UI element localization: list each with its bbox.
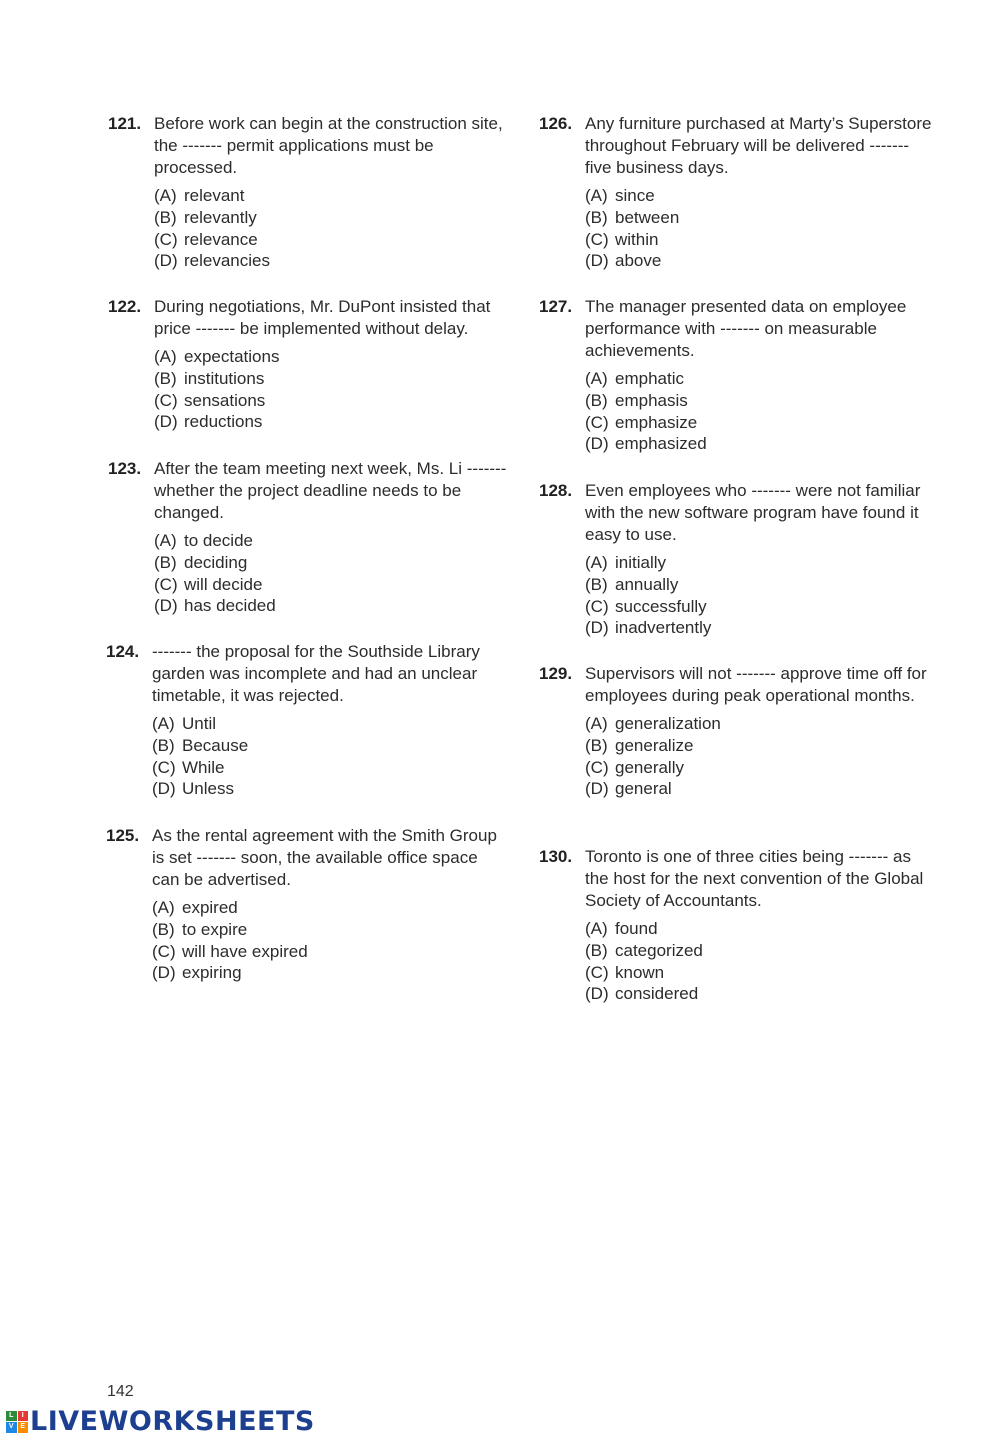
option-letter: (D) — [152, 779, 176, 799]
option-letter: (D) — [585, 779, 609, 799]
question-number: 128. — [539, 481, 573, 500]
option-text: to decide — [184, 531, 253, 550]
answer-option[interactable] — [152, 962, 506, 984]
answer-option[interactable] — [585, 207, 939, 229]
option-text: to expire — [182, 919, 248, 939]
question-text: After the team meeting next week, Ms. Li ------- whether the project deadline needs to be changed. — [154, 459, 507, 522]
answer-options — [585, 552, 939, 639]
option-text: initially — [615, 553, 667, 572]
answer-option[interactable] — [585, 596, 939, 618]
option-letter: (C) — [152, 941, 176, 961]
option-text: above — [615, 251, 662, 271]
option-letter: (A) — [154, 347, 177, 366]
answer-option[interactable] — [154, 207, 508, 229]
answer-option[interactable] — [152, 919, 506, 941]
question-text: ------- the proposal for the Southside Library garden was incomplete and had an unclear timetable, it was rejected. — [152, 642, 480, 705]
option-text: Until — [182, 714, 217, 733]
answer-option[interactable] — [585, 574, 939, 596]
answer-option[interactable] — [585, 552, 939, 574]
option-letter: (A) — [585, 714, 608, 733]
option-text: generally — [615, 757, 684, 777]
option-letter: (D) — [152, 963, 176, 983]
answer-option[interactable] — [585, 433, 939, 455]
answer-option[interactable] — [154, 346, 508, 368]
answer-options — [585, 713, 939, 800]
answer-option[interactable] — [585, 940, 939, 962]
option-text: expired — [182, 898, 238, 917]
answer-option[interactable] — [585, 918, 939, 940]
option-text: categorized — [615, 940, 703, 960]
option-text: will decide — [184, 574, 263, 594]
option-text: relevant — [184, 186, 245, 205]
answer-options — [585, 918, 939, 1005]
answer-option[interactable] — [585, 778, 939, 800]
answer-option[interactable] — [585, 757, 939, 779]
question-number: 123. — [108, 459, 142, 478]
answer-option[interactable] — [585, 617, 939, 639]
answer-option[interactable] — [154, 185, 508, 207]
option-text: generalization — [615, 714, 721, 733]
option-text: since — [615, 186, 655, 205]
question-number: 124. — [106, 642, 140, 661]
option-letter: (B) — [154, 207, 177, 227]
brand-logo-icon — [6, 1411, 28, 1433]
option-letter: (D) — [585, 434, 609, 454]
option-letter: (B) — [585, 940, 608, 960]
answer-option[interactable] — [152, 713, 506, 735]
option-text: considered — [615, 984, 699, 1004]
question-number: 129. — [539, 664, 573, 683]
option-letter: (C) — [152, 757, 176, 777]
option-letter: (B) — [152, 735, 175, 755]
answer-option[interactable] — [585, 962, 939, 984]
option-text: found — [615, 919, 658, 938]
answer-option[interactable] — [154, 530, 508, 552]
answer-option[interactable] — [585, 368, 939, 390]
answer-options — [152, 897, 506, 984]
question-number: 126. — [539, 114, 573, 133]
answer-option[interactable] — [152, 735, 506, 757]
option-text: general — [615, 779, 672, 799]
option-letter: (C) — [585, 962, 609, 982]
option-letter: (A) — [585, 553, 608, 572]
option-text: emphasis — [615, 390, 688, 410]
option-letter: (A) — [154, 186, 177, 205]
option-letter: (D) — [585, 984, 609, 1004]
answer-option[interactable] — [585, 250, 939, 272]
answer-option[interactable] — [585, 390, 939, 412]
logo-cell: L — [6, 1411, 17, 1422]
question-130 — [539, 846, 939, 1005]
option-letter: (C) — [154, 229, 178, 249]
option-text: expiring — [182, 963, 242, 983]
option-text: emphasize — [615, 412, 698, 432]
option-text: emphasized — [615, 434, 707, 454]
option-letter: (B) — [585, 207, 608, 227]
option-text: known — [615, 962, 665, 982]
option-letter: (A) — [152, 714, 175, 733]
question-number: 125. — [106, 826, 140, 845]
option-letter: (B) — [585, 735, 608, 755]
option-text: successfully — [615, 596, 707, 616]
answer-options — [585, 368, 939, 455]
option-text: generalize — [615, 735, 694, 755]
question-text: As the rental agreement with the Smith Group is set ------- soon, the available office space can be advertised. — [152, 826, 497, 889]
option-letter: (C) — [585, 229, 609, 249]
option-letter: (C) — [585, 596, 609, 616]
logo-cell: V — [6, 1422, 17, 1433]
question-text: Any furniture purchased at Marty’s Superstore throughout February will be delivered ------- five business days. — [585, 114, 932, 177]
question-123 — [108, 458, 508, 617]
question-text: Before work can begin at the construction site, the ------- permit applications must be processed. — [154, 114, 503, 177]
question-126 — [539, 113, 939, 272]
answer-option[interactable] — [585, 185, 939, 207]
option-letter: (C) — [585, 757, 609, 777]
answer-option[interactable] — [585, 713, 939, 735]
option-letter: (A) — [154, 531, 177, 550]
answer-option[interactable] — [585, 735, 939, 757]
option-text: will have expired — [182, 941, 308, 961]
option-text: relevance — [184, 229, 258, 249]
option-text: annually — [615, 574, 679, 594]
page-number: 142 — [107, 1383, 134, 1400]
option-letter: (B) — [154, 552, 177, 572]
option-letter: (A) — [152, 898, 175, 917]
question-121 — [108, 113, 508, 272]
answer-option[interactable] — [152, 757, 506, 779]
question-128 — [539, 480, 939, 639]
option-text: within — [615, 229, 659, 249]
option-letter: (D) — [585, 251, 609, 271]
question-125 — [106, 825, 506, 984]
option-text: inadvertently — [615, 618, 712, 638]
question-text: Toronto is one of three cities being ------- as the host for the next convention of the Global Society of Accountants. — [585, 847, 924, 910]
option-letter: (A) — [585, 919, 608, 938]
option-letter: (A) — [585, 369, 608, 388]
answer-option[interactable] — [154, 552, 508, 574]
liveworksheets-brand[interactable] — [6, 1406, 315, 1437]
question-129 — [539, 663, 939, 800]
option-text: expectations — [184, 347, 280, 366]
logo-cell: E — [18, 1422, 29, 1433]
option-letter: (B) — [585, 574, 608, 594]
question-number: 121. — [108, 114, 142, 133]
answer-options — [585, 185, 939, 272]
question-text: During negotiations, Mr. DuPont insisted that price ------- be implemented without delay. — [154, 297, 491, 338]
option-letter: (D) — [585, 618, 609, 638]
option-text: reductions — [184, 412, 263, 432]
option-letter: (C) — [154, 574, 178, 594]
question-127 — [539, 296, 939, 455]
question-text: Supervisors will not ------- approve time off for employees during peak operational months. — [585, 664, 927, 705]
answer-option[interactable] — [152, 941, 506, 963]
brand-name: LIVEWORKSHEETS — [30, 1406, 315, 1437]
answer-options — [154, 530, 508, 617]
option-text: Unless — [182, 779, 234, 799]
option-letter: (B) — [154, 368, 177, 388]
answer-options — [152, 713, 506, 800]
answer-option[interactable] — [154, 595, 508, 617]
answer-option[interactable] — [154, 574, 508, 596]
option-text: has decided — [184, 596, 276, 616]
option-text: relevancies — [184, 251, 270, 271]
option-text: While — [182, 757, 225, 777]
answer-option[interactable] — [152, 778, 506, 800]
question-text: The manager presented data on employee performance with ------- on measurable achievements. — [585, 297, 907, 360]
option-text: deciding — [184, 552, 248, 572]
option-letter: (C) — [585, 412, 609, 432]
answer-option[interactable] — [154, 229, 508, 251]
option-letter: (D) — [154, 412, 178, 432]
answer-option[interactable] — [585, 983, 939, 1005]
option-text: Because — [182, 735, 249, 755]
question-text: Even employees who ------- were not familiar with the new software program have found it easy to use. — [585, 481, 921, 544]
answer-option[interactable] — [154, 411, 508, 433]
option-letter: (D) — [154, 596, 178, 616]
answer-options — [154, 346, 508, 433]
answer-option[interactable] — [154, 390, 508, 412]
question-number: 127. — [539, 297, 573, 316]
option-letter: (A) — [585, 186, 608, 205]
option-letter: (D) — [154, 251, 178, 271]
question-124 — [106, 641, 506, 800]
option-text: institutions — [184, 368, 265, 388]
answer-option[interactable] — [152, 897, 506, 919]
logo-cell: I — [18, 1411, 29, 1422]
answer-option[interactable] — [585, 412, 939, 434]
question-number: 122. — [108, 297, 142, 316]
option-text: emphatic — [615, 369, 684, 388]
option-text: sensations — [184, 390, 266, 410]
question-122 — [108, 296, 508, 433]
option-text: relevantly — [184, 207, 257, 227]
option-letter: (B) — [152, 919, 175, 939]
answer-options — [154, 185, 508, 272]
answer-option[interactable] — [154, 250, 508, 272]
option-letter: (C) — [154, 390, 178, 410]
answer-option[interactable] — [154, 368, 508, 390]
option-text: between — [615, 207, 680, 227]
option-letter: (B) — [585, 390, 608, 410]
answer-option[interactable] — [585, 229, 939, 251]
question-number: 130. — [539, 847, 573, 866]
